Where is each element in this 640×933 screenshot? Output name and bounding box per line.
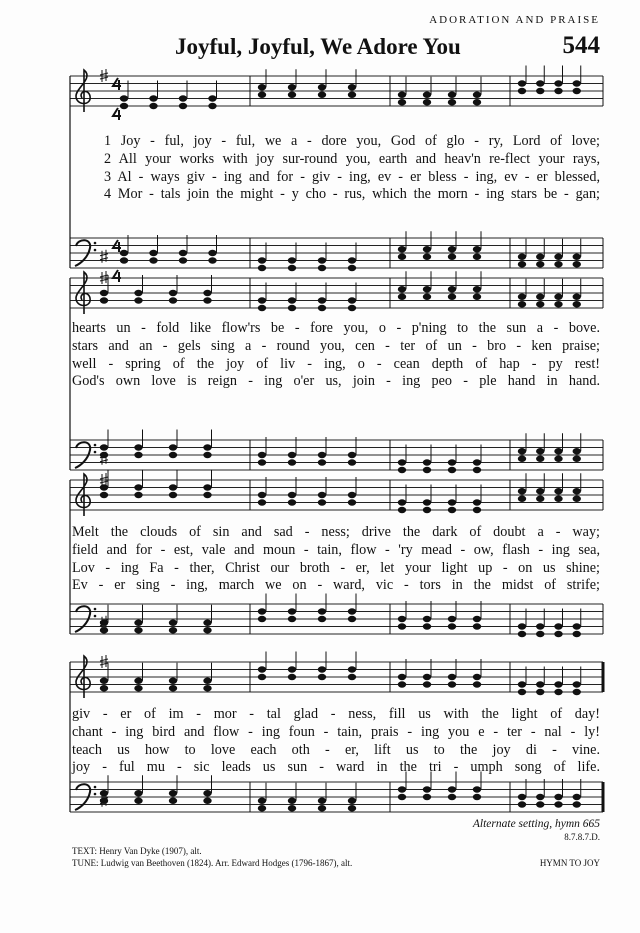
note-head (536, 623, 544, 629)
note-head (398, 99, 406, 105)
note-head (473, 681, 481, 687)
note-head (134, 492, 142, 498)
note-head (288, 297, 296, 303)
note-head (536, 631, 544, 637)
note-head (100, 678, 108, 684)
note-head (169, 452, 177, 458)
note-head (573, 80, 581, 86)
note-head (398, 794, 406, 800)
note-head (398, 246, 406, 252)
note-head (258, 452, 266, 458)
note-head (348, 608, 356, 614)
note-head (318, 84, 326, 90)
text-credit: TEXT: Henry Van Dyke (1907), alt. (72, 846, 202, 856)
note-head (536, 261, 544, 267)
note-head (536, 794, 544, 800)
alternate-setting-note: Alternate setting, hymn 665 (472, 818, 600, 830)
note-head (473, 254, 481, 260)
note-head (318, 459, 326, 465)
note-head (473, 294, 481, 300)
note-head (169, 290, 177, 296)
note-head (318, 92, 326, 98)
lyric-line: Ev - er sing - ing, march we on - ward, vic - tors in the midst of strife; (72, 577, 600, 594)
note-head (203, 620, 211, 626)
note-head (203, 685, 211, 691)
note-head (536, 254, 544, 260)
bass-clef-dot (94, 444, 97, 447)
note-head (518, 496, 526, 502)
note-head (398, 92, 406, 98)
note-head (288, 674, 296, 680)
note-head (518, 623, 526, 629)
note-head (473, 99, 481, 105)
lyric-line: 3 Al - ways giv - ing and for - giv - ing, ev - er bless - ing, ev - er blessed, (104, 168, 600, 185)
note-head (423, 499, 431, 505)
note-head (288, 798, 296, 804)
note-head (169, 444, 177, 450)
note-head (473, 467, 481, 473)
note-head (179, 95, 187, 101)
note-head (573, 496, 581, 502)
note-head (348, 492, 356, 498)
note-head (518, 681, 526, 687)
note-head (258, 798, 266, 804)
note-head (348, 84, 356, 90)
note-head (518, 301, 526, 307)
note-head (554, 496, 562, 502)
note-head (348, 92, 356, 98)
note-head (134, 620, 142, 626)
note-head (398, 623, 406, 629)
lyrics-system-3 (72, 524, 600, 595)
note-head (398, 507, 406, 513)
note-head (100, 790, 108, 796)
note-head (554, 448, 562, 454)
note-head (554, 88, 562, 94)
note-head (518, 801, 526, 807)
bass-clef-dot (94, 608, 97, 611)
note-head (258, 305, 266, 311)
lyric-line: God's own love is reign - ing o'er us, join - ing peo - ple hand in hand. (72, 373, 600, 390)
note-head (348, 798, 356, 804)
note-head (398, 254, 406, 260)
note-head (258, 666, 266, 672)
note-head (573, 254, 581, 260)
note-head (258, 265, 266, 271)
note-head (518, 631, 526, 637)
hymn-title: Joyful, Joyful, We Adore You (175, 34, 461, 59)
note-head (288, 499, 296, 505)
note-head (536, 294, 544, 300)
bass-clef-dot (94, 242, 97, 245)
note-head (348, 674, 356, 680)
note-head (448, 467, 456, 473)
note-head (179, 250, 187, 256)
note-head (473, 499, 481, 505)
note-head (258, 297, 266, 303)
note-head (288, 305, 296, 311)
note-head (203, 678, 211, 684)
note-head (179, 103, 187, 109)
note-head (258, 84, 266, 90)
note-head (554, 794, 562, 800)
note-head (573, 294, 581, 300)
note-head (573, 801, 581, 807)
note-head (258, 92, 266, 98)
note-head (258, 805, 266, 811)
note-head (448, 681, 456, 687)
note-head (120, 103, 128, 109)
note-head (518, 294, 526, 300)
tune-name: HYMN TO JOY (539, 858, 600, 868)
note-head (473, 616, 481, 622)
lyric-line: stars and an - gels sing a - round you, cen - ter of un - bro - ken praise; (72, 337, 600, 354)
note-head (448, 246, 456, 252)
note-head (169, 492, 177, 498)
note-head (348, 305, 356, 311)
note-head (318, 674, 326, 680)
note-head (398, 467, 406, 473)
note-head (473, 246, 481, 252)
note-head (134, 678, 142, 684)
note-head (258, 459, 266, 465)
note-head (554, 681, 562, 687)
note-head (518, 448, 526, 454)
note-head (554, 631, 562, 637)
note-head (134, 297, 142, 303)
note-head (423, 254, 431, 260)
lyrics-system-2 (72, 320, 600, 391)
note-head (100, 297, 108, 303)
note-head (398, 459, 406, 465)
note-head (398, 499, 406, 505)
note-head (518, 689, 526, 695)
note-head (448, 794, 456, 800)
time-signature-four (113, 108, 121, 120)
note-head (448, 294, 456, 300)
note-head (134, 627, 142, 633)
note-head (448, 254, 456, 260)
note-head (423, 681, 431, 687)
note-head (573, 261, 581, 267)
note-head (473, 286, 481, 292)
note-head (149, 250, 157, 256)
note-head (258, 257, 266, 263)
note-head (448, 286, 456, 292)
note-head (518, 794, 526, 800)
note-head (448, 92, 456, 98)
lyric-line: joy - ful mu - sic leads us sun - ward in the tri - umph song of life. (72, 759, 600, 776)
note-head (348, 459, 356, 465)
note-head (536, 88, 544, 94)
note-head (288, 616, 296, 622)
note-head (203, 297, 211, 303)
note-head (288, 459, 296, 465)
note-head (258, 616, 266, 622)
note-head (208, 95, 216, 101)
note-head (208, 103, 216, 109)
note-head (573, 631, 581, 637)
note-head (203, 492, 211, 498)
note-head (288, 608, 296, 614)
note-head (100, 484, 108, 490)
note-head (134, 790, 142, 796)
lyrics-system-4 (72, 706, 600, 777)
note-head (169, 678, 177, 684)
note-head (448, 459, 456, 465)
note-head (398, 681, 406, 687)
note-head (423, 507, 431, 513)
lyric-line: 1 Joy - ful, joy - ful, we a - dore you, God of glo - ry, Lord of love; (104, 133, 600, 149)
note-head (473, 459, 481, 465)
note-head (134, 685, 142, 691)
lyric-line: giv - er of im - mor - tal glad - ness, fill us with the light of day! (72, 706, 600, 722)
note-head (554, 689, 562, 695)
lyric-line: chant - ing bird and flow - ing foun - tain, prais - ing you e - ter - nal - ly! (72, 723, 600, 740)
note-head (448, 616, 456, 622)
hymn-number: 544 (562, 32, 600, 59)
lyric-line: Lov - ing Fa - ther, Christ our broth - er, let your light up - on us shine; (72, 559, 600, 576)
tune-credit: TUNE: Ludwig van Beethoven (1824). Arr. Edward Hodges (1796-1867), alt. (72, 858, 353, 868)
note-head (536, 801, 544, 807)
note-head (203, 452, 211, 458)
lyric-line: 4 Mor - tals join the might - y cho - rus, which the morn - ing stars be - gan; (104, 186, 600, 203)
note-head (554, 488, 562, 494)
note-head (423, 99, 431, 105)
note-head (423, 623, 431, 629)
note-head (554, 456, 562, 462)
lyric-line: hearts un - fold like flow'rs be - fore you, o - p'ning to the sun a - bove. (72, 320, 600, 336)
note-head (554, 80, 562, 86)
note-head (100, 452, 108, 458)
note-head (423, 616, 431, 622)
note-head (169, 685, 177, 691)
note-head (318, 305, 326, 311)
note-head (258, 674, 266, 680)
note-head (100, 685, 108, 691)
note-head (100, 444, 108, 450)
note-head (398, 616, 406, 622)
note-head (288, 666, 296, 672)
note-head (100, 290, 108, 296)
note-head (573, 448, 581, 454)
note-head (169, 790, 177, 796)
note-head (573, 623, 581, 629)
note-head (573, 681, 581, 687)
note-head (318, 798, 326, 804)
note-head (554, 294, 562, 300)
note-head (518, 80, 526, 86)
note-head (203, 484, 211, 490)
note-head (573, 689, 581, 695)
note-head (203, 290, 211, 296)
note-head (423, 459, 431, 465)
note-head (203, 444, 211, 450)
note-head (288, 265, 296, 271)
note-head (518, 456, 526, 462)
note-head (179, 257, 187, 263)
note-head (398, 294, 406, 300)
note-head (348, 666, 356, 672)
note-head (536, 488, 544, 494)
note-head (120, 95, 128, 101)
note-head (149, 257, 157, 263)
note-head (348, 452, 356, 458)
note-head (398, 786, 406, 792)
lyric-line: field and for - est, vale and moun - tain, flow - 'ry mead - ow, flash - ing sea, (72, 541, 600, 558)
note-head (473, 92, 481, 98)
note-head (536, 689, 544, 695)
note-head (573, 456, 581, 462)
note-head (423, 246, 431, 252)
note-head (348, 265, 356, 271)
note-head (169, 297, 177, 303)
note-head (288, 492, 296, 498)
note-head (348, 499, 356, 505)
note-head (149, 103, 157, 109)
note-head (536, 301, 544, 307)
note-head (208, 250, 216, 256)
note-head (398, 674, 406, 680)
note-head (318, 265, 326, 271)
note-head (318, 616, 326, 622)
note-head (554, 254, 562, 260)
note-head (448, 674, 456, 680)
note-head (554, 801, 562, 807)
note-head (318, 608, 326, 614)
note-head (448, 507, 456, 513)
note-head (518, 254, 526, 260)
note-head (134, 484, 142, 490)
note-head (134, 290, 142, 296)
note-head (318, 297, 326, 303)
note-head (536, 496, 544, 502)
note-head (258, 492, 266, 498)
note-head (448, 786, 456, 792)
bass-clef-dot (94, 615, 97, 618)
note-head (423, 467, 431, 473)
note-head (288, 92, 296, 98)
note-head (573, 794, 581, 800)
bass-clef-dot (94, 451, 97, 454)
lyric-line: teach us how to love each oth - er, lift us to the joy di - vine. (72, 741, 600, 758)
note-head (423, 674, 431, 680)
note-head (348, 257, 356, 263)
note-head (318, 452, 326, 458)
note-head (573, 488, 581, 494)
note-head (318, 499, 326, 505)
note-head (288, 257, 296, 263)
bass-clef-dot (94, 249, 97, 252)
note-head (100, 627, 108, 633)
note-head (473, 786, 481, 792)
note-head (203, 627, 211, 633)
note-head (134, 798, 142, 804)
lyric-line: well - spring of the joy of liv - ing, o - cean depth of hap - py rest! (72, 355, 600, 372)
note-head (100, 798, 108, 804)
note-head (423, 286, 431, 292)
note-head (423, 794, 431, 800)
note-head (100, 492, 108, 498)
note-head (169, 627, 177, 633)
note-head (536, 681, 544, 687)
note-head (288, 452, 296, 458)
note-head (473, 623, 481, 629)
note-head (573, 301, 581, 307)
note-head (258, 499, 266, 505)
note-head (318, 805, 326, 811)
time-signature-four (113, 270, 121, 282)
note-head (473, 674, 481, 680)
note-head (423, 294, 431, 300)
note-head (203, 798, 211, 804)
note-head (536, 80, 544, 86)
note-head (100, 620, 108, 626)
note-head (288, 805, 296, 811)
bass-clef-dot (94, 786, 97, 789)
bass-clef-dot (94, 793, 97, 796)
note-head (120, 250, 128, 256)
meter: 8.7.8.7.D. (564, 832, 600, 842)
note-head (120, 257, 128, 263)
lyric-line: Melt the clouds of sin and sad - ness; drive the dark of doubt a - way; (72, 524, 600, 540)
note-head (169, 798, 177, 804)
lyrics-system-1 (104, 133, 600, 204)
note-head (318, 257, 326, 263)
note-head (134, 452, 142, 458)
note-head (536, 456, 544, 462)
section-heading: ADORATION AND PRAISE (429, 14, 600, 26)
note-head (169, 620, 177, 626)
note-head (318, 666, 326, 672)
note-head (518, 261, 526, 267)
note-head (448, 499, 456, 505)
note-head (288, 84, 296, 90)
note-head (348, 805, 356, 811)
note-head (149, 95, 157, 101)
note-head (348, 297, 356, 303)
note-head (203, 790, 211, 796)
note-head (448, 99, 456, 105)
note-head (554, 301, 562, 307)
note-head (448, 623, 456, 629)
note-head (554, 623, 562, 629)
note-head (423, 92, 431, 98)
note-head (518, 88, 526, 94)
note-head (473, 794, 481, 800)
note-head (398, 286, 406, 292)
note-head (208, 257, 216, 263)
note-head (169, 484, 177, 490)
lyric-line: 2 All your works with joy sur-round you, earth and heav'n re-flect your rays, (104, 150, 600, 167)
note-head (348, 616, 356, 622)
note-head (258, 608, 266, 614)
note-head (554, 261, 562, 267)
note-head (423, 786, 431, 792)
note-head (536, 448, 544, 454)
note-head (318, 492, 326, 498)
note-head (473, 507, 481, 513)
note-head (134, 444, 142, 450)
note-head (518, 488, 526, 494)
note-head (573, 88, 581, 94)
